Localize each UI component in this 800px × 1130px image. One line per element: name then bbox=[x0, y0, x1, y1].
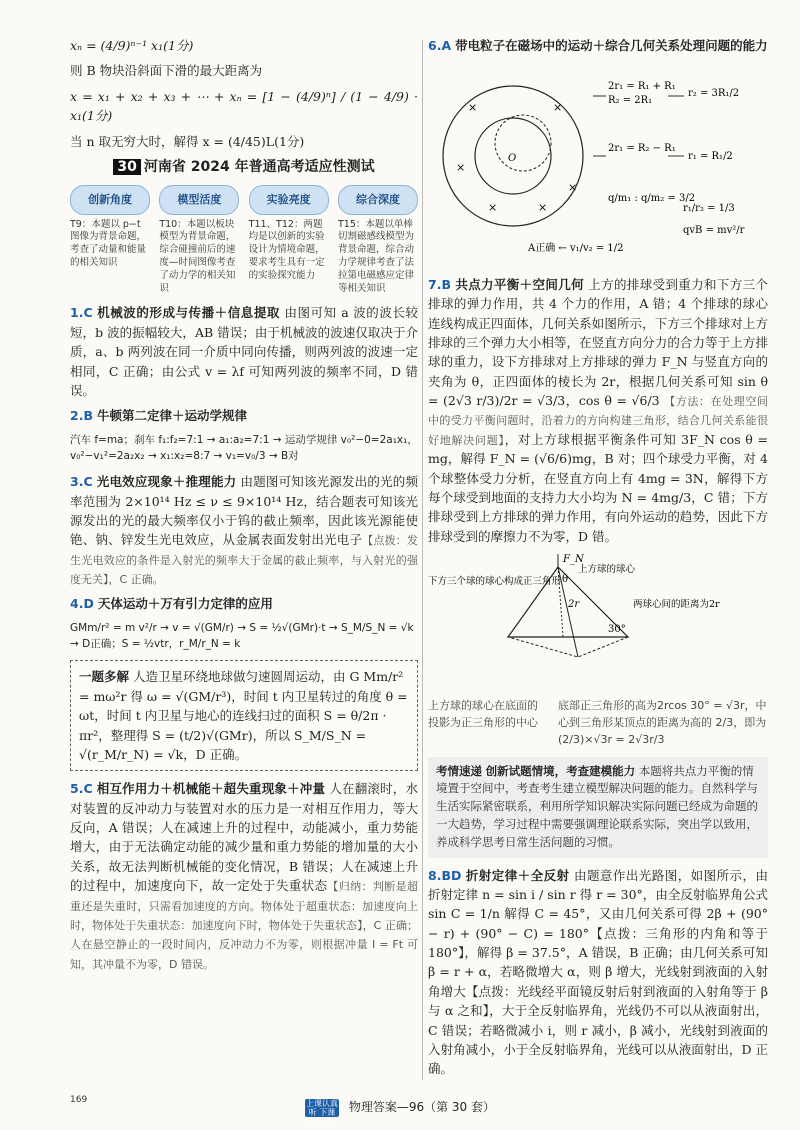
center-label: O bbox=[508, 153, 517, 165]
base-triangle bbox=[508, 637, 628, 657]
cloud-depth: 综合深度 bbox=[338, 185, 418, 215]
left-column bbox=[70, 36, 418, 979]
cloud-innovation: 创新角度 bbox=[70, 185, 150, 215]
answer-3 bbox=[70, 472, 418, 588]
multi-solution-text: 人造卫星环绕地球做匀速圆周运动，由 G Mm/r² = mω²r 得 ω = √(GM/r³)，时间 t 内卫星转过的角度 θ = ωt，时间 t 内卫星与地心的连线扫过的面积 S = θ/2π · πr²，整理得 S = (t/2)√(GMr)，所以 S_M/S_N = √(r_M/r_N) = √k，D 正确。 bbox=[79, 669, 408, 762]
theta-label: θ bbox=[562, 574, 569, 585]
answer-7-topic: 共点力平衡＋空间几何 bbox=[455, 276, 584, 292]
answer-8-topic: 折射定律＋全反射 bbox=[465, 867, 570, 883]
exam-insight-box bbox=[428, 757, 768, 858]
answer-6 bbox=[428, 36, 768, 55]
field-x-mark: × bbox=[568, 181, 578, 195]
answer-7-text: 上方的排球受到重力和下方三个排球的弹力作用，共 4 个力的作用，A 错；4 个排球的球心连线构成正四面体，几何关系如图所示，下方三个排球对上方排球的三个弹力大小相等，在竖直方向分力的合力等于上方排球的重力，设下方排球对上方排球的弹力 F_N 与竖直方向的夹角为 θ，正四面体的棱长为 2r，根据几何关系可知 sin θ = (2√3 r/3)/2r = √3/3，cos θ = √6/3 bbox=[428, 276, 768, 408]
answer-4-topic: 天体运动＋万有引力定律的应用 bbox=[97, 596, 273, 612]
equation-sum: x = x₁ + x₂ + x₃ + ⋯ + xₙ = [1 − (4/9)ⁿ] / (1 − 4/9) · x₁(1分) bbox=[70, 88, 418, 124]
eq8: qvB = mv²/r bbox=[683, 225, 745, 237]
answer-8-text: 由题意作出光路图，如图所示，由折射定律 n = sin i / sin r 得 r = 30°，由全反射临界角公式 sin C = 1/n 解得 C = 45°，又由几何关系可得 2β + (90° − r) + (90° − C) = 180°【点拨：三角形的内角和等于 180°】，解得 β = 37.5°，A 错误，B 正确；由几何关系可知 β = r + α，若略微增大 α，则 β 增大，光线射到液面的入射角增大【点拨：光线经平面镜反射后射到液面的入射角等于 β 与 α 之和】，大于全反射临界角，光线仍不可以从液面射出，C 错误；若略微减小 i，则 r 减小，β 减小，光线射到液面的入射角减小，小于全反射临界角，光线可以从液面射出，D 正确。 bbox=[428, 867, 768, 1077]
fig-label-5: 底部正三角形的高为2rcos 30° = √3r，中心到三角形某顶点的距离为高的 2/3，即为 (2/3)×√3r = 2√3r/3 bbox=[558, 699, 767, 747]
field-x-mark: × bbox=[456, 161, 466, 175]
fig-label-4: 上方球的球心在底面的投影为正三角形的中心 bbox=[428, 699, 538, 730]
tetrahedron-diagram bbox=[428, 552, 768, 749]
answer-1-text: 由图可知 a 波的波长较短，b 波的振幅较大，AB 错误；由于机械波的波速仅取决于介质，a、b 两列波在同一介质中同向传播，则两列波的波速一定相同，C 正确；由公式 v = λf 可知两列波的频率不同，D 错误。 bbox=[70, 305, 418, 398]
answer-2 bbox=[70, 406, 418, 425]
multi-solution-title: 一题多解 bbox=[79, 669, 130, 685]
answer-5-text: 人在翻滚时，水对装置的反冲动力与装置对水的压力是一对相互作用力，等大反向，A 错误；人在减速上升的过程中，动能减小，重力势能增大，由于无法确定动能的减少量和重力势能的增加量的大小关系，故无法判断机械能的变化情况，B 错误；人在减速上升的过程中，加速度向下，故一定处于失重状态 bbox=[70, 781, 418, 894]
eq5: r₁ = R₁/2 bbox=[688, 151, 733, 163]
answer-1-head: 1.C bbox=[70, 305, 93, 321]
answer-7-head: 7.B bbox=[428, 276, 451, 292]
multi-solution-box bbox=[70, 660, 418, 771]
feature-clouds bbox=[70, 185, 418, 215]
trajectory-circle bbox=[495, 115, 551, 171]
fn-label: F_N bbox=[563, 554, 584, 565]
tag-item: T9：本题以 p−t 图像为背景命题，考查了动量和能量的相关知识 bbox=[70, 218, 147, 268]
eq2: R₂ = 2R₁ bbox=[608, 95, 653, 107]
exam-insight-title: 考情速递 bbox=[436, 763, 482, 778]
field-x-mark: × bbox=[553, 101, 563, 115]
tag-item: T15：本题以单棒切割磁感线模型为背景命题，综合动力学规律考查了法拉第电磁感应定律等相关知识 bbox=[337, 218, 414, 294]
magnetic-field-diagram bbox=[428, 61, 768, 266]
cloud-model: 模型活度 bbox=[159, 185, 239, 215]
answer-5-note: 【归纳：判断是超重还是失重时，只需看加速度的方向。物体处于超重状态：加速度向上时，物体处于失重状态：加速度向下时，物体处于失重状态】，C 正确；人在悬空静止的一段时间内，反冲动力不为零，则根据冲量 I = Ft 可知，其冲量不为零，D 错误。 bbox=[70, 880, 418, 971]
field-x-mark: × bbox=[538, 201, 548, 215]
brand-logo: 上课认真听 下课练完题 bbox=[306, 1098, 338, 1126]
right-column bbox=[428, 36, 768, 1085]
text-line: 当 n 取无穷大时，解得 x = (4/45)L(1分) bbox=[70, 133, 305, 149]
eq4: 2r₁ = R₂ − R₁ bbox=[608, 143, 676, 155]
cloud-experiment: 实验亮度 bbox=[249, 185, 329, 215]
answer-5-head: 5.C bbox=[70, 781, 93, 797]
field-x-mark: × bbox=[488, 201, 498, 215]
eq3: r₂ = 3R₁/2 bbox=[688, 88, 740, 100]
magnetic-field-svg bbox=[428, 61, 768, 261]
answer-6-topic: 带电粒子在磁场中的运动＋综合几何关系处理问题的能力 bbox=[455, 38, 768, 53]
fig-captions bbox=[428, 697, 768, 748]
answer-3-head: 3.C bbox=[70, 474, 93, 490]
tag-item: T10：本题以板块模型为背景命题，综合碰撞前后的速度—时间图像考查了动力学的相关知识 bbox=[159, 218, 236, 294]
field-x-mark: × bbox=[468, 101, 478, 115]
tetrahedron-svg bbox=[428, 552, 768, 692]
page-footer bbox=[0, 1098, 800, 1126]
answer-4-flow: GMm/r² = m v²/r → v = √(GM/r) → S = ½√(GMr)·t → S_M/S_N = √k → D正确；S = ½vtr，r_M/r_N = k bbox=[70, 621, 414, 651]
answer-6-head: 6.A bbox=[428, 38, 452, 53]
tag-item: T11、T12：两题均是以创新的实验设计为情境命题，要求考生具有一定的实验探究能力 bbox=[248, 218, 325, 281]
eq9: A正确 ← v₁/v₂ = 1/2 bbox=[528, 243, 624, 255]
answer-7-text2: ，对上方球根据平衡条件可知 3F_N cos θ = mg，解得 F_N = (√6/6)mg，B 对；四个球受力平衡，对 4 个球整体受力分析，在竖直方向上有 4mg = 3N，解得下方每个球受到地面的支持力大小均为 N = 4mg/3，C 错；下方排球受到上方排球的弹力作用，有向外运动的趋势，因此下方排球受到的摩擦力不为零，D 错。 bbox=[428, 431, 768, 544]
eq7: q/m₁ : q/m₂ = 3/2 bbox=[608, 193, 696, 205]
answer-7-note: 【方法：在处理空间中的受力平衡问题时，沿着力的方向构建三角形，结合几何关系能很好地解决问题】 bbox=[428, 395, 768, 447]
answer-8 bbox=[428, 866, 768, 1079]
answer-1 bbox=[70, 303, 418, 400]
answer-5-topic: 相互作用力＋机械能＋超失重现象＋冲量 bbox=[96, 781, 326, 797]
answer-7 bbox=[428, 275, 768, 546]
section-title bbox=[70, 157, 418, 179]
fig-label-2: 下方三个球的球心构成正三角形 bbox=[428, 576, 562, 587]
answer-2-topic: 牛顿第二定律＋运动学规律 bbox=[96, 408, 247, 424]
answer-2-head: 2.B bbox=[70, 408, 93, 424]
section-number: 30 bbox=[113, 159, 140, 175]
answer-2-flow: 汽车 f=ma；刹车 f₁:f₂=7:1 → a₁:a₂=7:1 → 运动学规律 v₀²−0=2a₁x₁，v₀²−v₁²=2a₂x₂ → x₁:x₂=8:7 → v₁=v₀/3 → B对 bbox=[70, 433, 418, 462]
answer-8-head: 8.BD bbox=[428, 867, 462, 883]
answer-3-topic: 光电效应现象＋推理能力 bbox=[96, 474, 237, 490]
feature-tags bbox=[70, 219, 418, 296]
exam-insight-text: 本题将共点力平衡的情境置于空间中，考查考生建立模型解决问题的能力。自然科学与生活实际紧密联系，利用所学知识解决实际问题已经成为命题的一大趋势，学习过程中需要强调理论联系实际，突出学以致用，养成科学思考日常生活问题的习惯。 bbox=[436, 763, 758, 849]
section-title-text: 河南省 2024 年普通高考适应性测试 bbox=[143, 158, 375, 175]
column-divider bbox=[422, 40, 423, 1080]
answer-3-note: 【点拨：发生光电效应的条件是入射光的频率大于金属的截止频率，与入射光的强度无关】，C 正确。 bbox=[70, 534, 418, 587]
edge-label: 2r bbox=[568, 599, 580, 610]
text-line: 则 B 物块沿斜面下滑的最大距离为 bbox=[70, 63, 263, 79]
answer-3-text: 由题图可知该光源发出的光的频率范围为 2×10¹⁴ Hz ≤ ν ≤ 9×10¹⁴ Hz，结合题表可知该光源发出的光的最大频率仅小于钨的截止频率，因此该光源能使铯、钠、锌发生光电效应，从金属表面发射出光电子 bbox=[70, 474, 418, 548]
eq1: 2r₁ = R₁ + R₁ bbox=[608, 81, 676, 93]
answer-4-head: 4.D bbox=[70, 596, 94, 612]
answer-4 bbox=[70, 594, 418, 613]
fig-label-1: 上方球的球心 bbox=[578, 564, 636, 575]
angle-label: 30° bbox=[608, 624, 626, 635]
eq6: r₁/r₂ = 1/3 bbox=[683, 203, 735, 215]
footer-text: 物理答案—96（第 30 套） bbox=[348, 1100, 495, 1114]
answer-5 bbox=[70, 779, 418, 973]
answer-1-topic: 机械波的形成与传播＋信息提取 bbox=[97, 305, 280, 321]
exam-insight-subtitle: 创新试题情境，考查建模能力 bbox=[485, 763, 636, 778]
equation-xn: xₙ = (4/9)ⁿ⁻¹ x₁(1分) bbox=[70, 38, 194, 53]
fig-label-3: 两球心间的距离为2r bbox=[633, 599, 720, 610]
page-number: 169 bbox=[70, 1095, 88, 1105]
